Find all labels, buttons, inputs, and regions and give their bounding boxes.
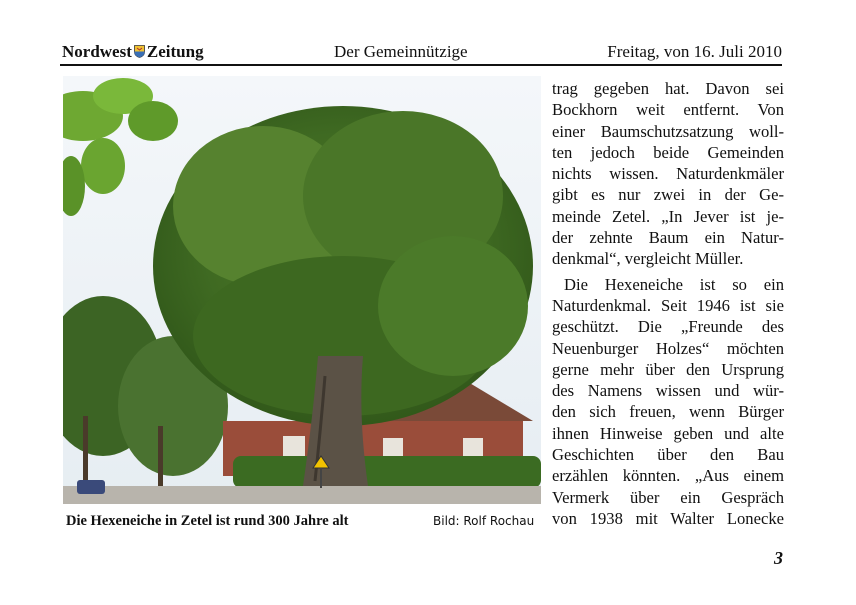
text-line: gibt es nur zwei in der Ge-: [552, 185, 784, 205]
text-line: Naturdenkmal. Seit 1946 ist sie: [552, 295, 784, 315]
text-line: meinde Zetel. „In Jever ist je-: [552, 206, 784, 226]
newspaper-masthead: [62, 42, 204, 62]
photo-caption: Die Hexeneiche in Zetel ist rund 300 Jahre alt: [66, 513, 349, 529]
oak-tree-photo: [63, 76, 541, 504]
text-line: denkmal“, vergleicht Müller.: [552, 249, 744, 269]
text-line: des Namens wissen und wür-: [552, 381, 784, 401]
text-line: ihnen Hinweise geben und alte: [552, 423, 784, 443]
text-line: den sich freuen, wenn Bürger: [552, 402, 784, 422]
section-title: Der Gemeinnützige: [334, 42, 468, 61]
text-line: ten jedoch beide Gemeinden: [552, 142, 784, 162]
masthead-word-right: Zeitung: [146, 42, 204, 61]
text-line: erzählen könnten. „Aus einem: [552, 466, 784, 486]
text-line: gerne mehr über den Ursprung: [552, 359, 784, 379]
article-paragraph-1: [552, 78, 784, 270]
article-column: [552, 78, 784, 529]
text-line: Geschichten über den Bau: [552, 445, 784, 465]
page-number: 3: [774, 548, 783, 568]
text-line: Die Hexeneiche ist so ein: [564, 274, 784, 294]
text-line: der zehnte Baum ein Natur-: [552, 228, 784, 248]
text-line: Neuenburger Holzes“ möchten: [552, 338, 784, 358]
header-rule: [60, 64, 782, 66]
article-paragraph-2: [552, 274, 784, 530]
text-line: Bockhorn weit entfernt. Von: [552, 100, 784, 120]
text-line: nichts wissen. Naturdenkmäler: [552, 164, 784, 184]
text-line: einer Baumschutzsatzung woll-: [552, 121, 784, 141]
photo-credit: Bild: Rolf Rochau: [433, 514, 535, 528]
masthead-word-left: Nordwest: [62, 42, 132, 61]
crest-icon: [134, 45, 145, 58]
issue-date: Freitag, von 16. Juli 2010: [607, 42, 782, 61]
text-line: Vermerk über ein Gespräch: [552, 487, 784, 507]
text-line: geschützt. Die „Freunde des: [552, 317, 784, 337]
page-header: [62, 42, 782, 64]
text-line: von 1938 mit Walter Lonecke: [552, 508, 784, 528]
photo-illustration: [63, 76, 541, 504]
text-line: trag gegeben hat. Davon sei: [552, 79, 784, 98]
